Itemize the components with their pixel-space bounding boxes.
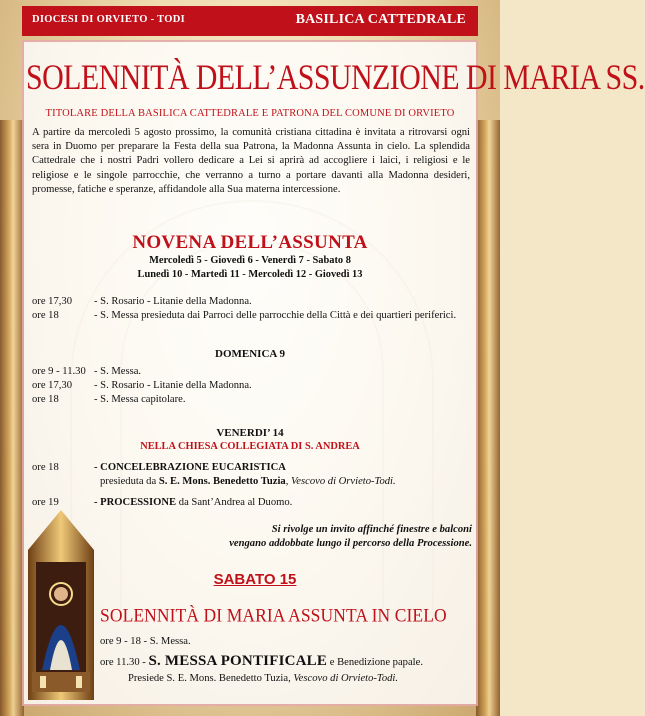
time-label: ore 19 [32,497,59,508]
event-presider-line [100,475,480,488]
left-pillar-decoration [0,120,24,716]
presider-name: S. E. Mons. Benedetto Tuzia [158,476,286,487]
venerdi-title: VENERDI’ 14 [216,427,284,439]
venerdi-location: NELLA CHIESA COLLEGIATA DI S. ANDREA [140,441,360,452]
presider-prefix: presieduta da [100,476,159,487]
domenica-title: DOMENICA 9 [215,348,285,360]
sabato-pontifical-line [100,653,474,671]
event-desc: - S. Messa presieduta dai Parroci delle parrocchie della Città e dei quartieri periferici. [94,310,457,321]
time-label: ore 11.30 - [100,657,149,668]
time-label: ore 18 [32,394,59,405]
sabato-presider-line [128,672,478,685]
novena-days-line1: Mercoledì 5 - Giovedì 6 - Venerdì 7 - Sabato 8 [149,255,351,266]
intro-paragraph: A partire da mercoledì 5 agosto prossimo, la comunità cristiana cittadina è invitata a ritrovarsi ogni sera in Duomo per preparare la Festa della sua Patrona, la Madonna Assunta in cielo. La splendida Cattedrale che i nostri Padri vollero dedicare a Lei si aprirà ad accogliere i laici, i religiosi e le religiose e le singole parrocchie, che verranno a turno a portare davanti alla Madonna desideri, promesse, fatiche e speranze, affidandole alla Sua materna intercessione. [32,127,470,195]
event-route: da Sant’Andrea al Duomo. [176,497,293,508]
header-bar [22,6,478,36]
event-title: - CONCELEBRAZIONE EUCARISTICA [94,462,286,473]
right-pillar-decoration [476,120,500,716]
event-desc-line [94,496,474,509]
sabato-title: SABATO 15 [213,571,297,588]
event-desc: - S. Rosario - Litanie della Madonna. [94,296,252,307]
invitation-note [210,523,472,551]
sabato-mass-line: ore 9 - 18 - S. Messa. [100,636,191,647]
novena-title: NOVENA DELL’ASSUNTA [132,232,368,253]
time-label: ore 17,30 [32,296,73,307]
blessing-text: e Benedizione papale. [327,657,423,668]
sabato-headline: SOLENNITÀ DI MARIA ASSUNTA IN CIELO [100,604,447,626]
event-title: - PROCESSIONE [94,497,177,508]
presider-role: , Vescovo di Orvieto-Todi. [285,476,396,487]
novena-days-line2: Lunedì 10 - Martedì 11 - Mercoledì 12 - Giovedì 13 [137,269,363,280]
pontifical-mass-title: S. MESSA PONTIFICALE [148,653,328,669]
time-label: ore 18 [32,462,59,473]
diocese-label: DIOCESI DI ORVIETO - TODI [32,14,186,25]
time-label: ore 9 - 11.30 [32,366,86,377]
event-desc: - S. Messa capitolare. [94,394,186,405]
time-label: ore 18 [32,310,59,321]
page-title: SOLENNITÀ DELL’ASSUNZIONE DI MARIA SS. [26,58,645,98]
madonna-shrine-image [22,510,100,700]
invitation-line2: vengano addobbate lungo il percorso della Processione. [229,538,472,549]
presider-role: Vescovo di Orvieto-Todi. [293,673,399,684]
presider-text: Presiede S. E. Mons. Benedetto Tuzia, [128,673,294,684]
event-desc: - S. Messa. [94,366,142,377]
page-subtitle: TITOLARE DELLA BASILICA CATTEDRALE E PATRONA DEL COMUNE DI ORVIETO [45,108,455,119]
event-desc: - S. Rosario - Litanie della Madonna. [94,380,252,391]
invitation-line1: Si rivolge un invito affinché finestre e balconi [271,524,472,535]
basilica-label: BASILICA CATTEDRALE [295,12,466,27]
time-label: ore 17,30 [32,380,73,391]
